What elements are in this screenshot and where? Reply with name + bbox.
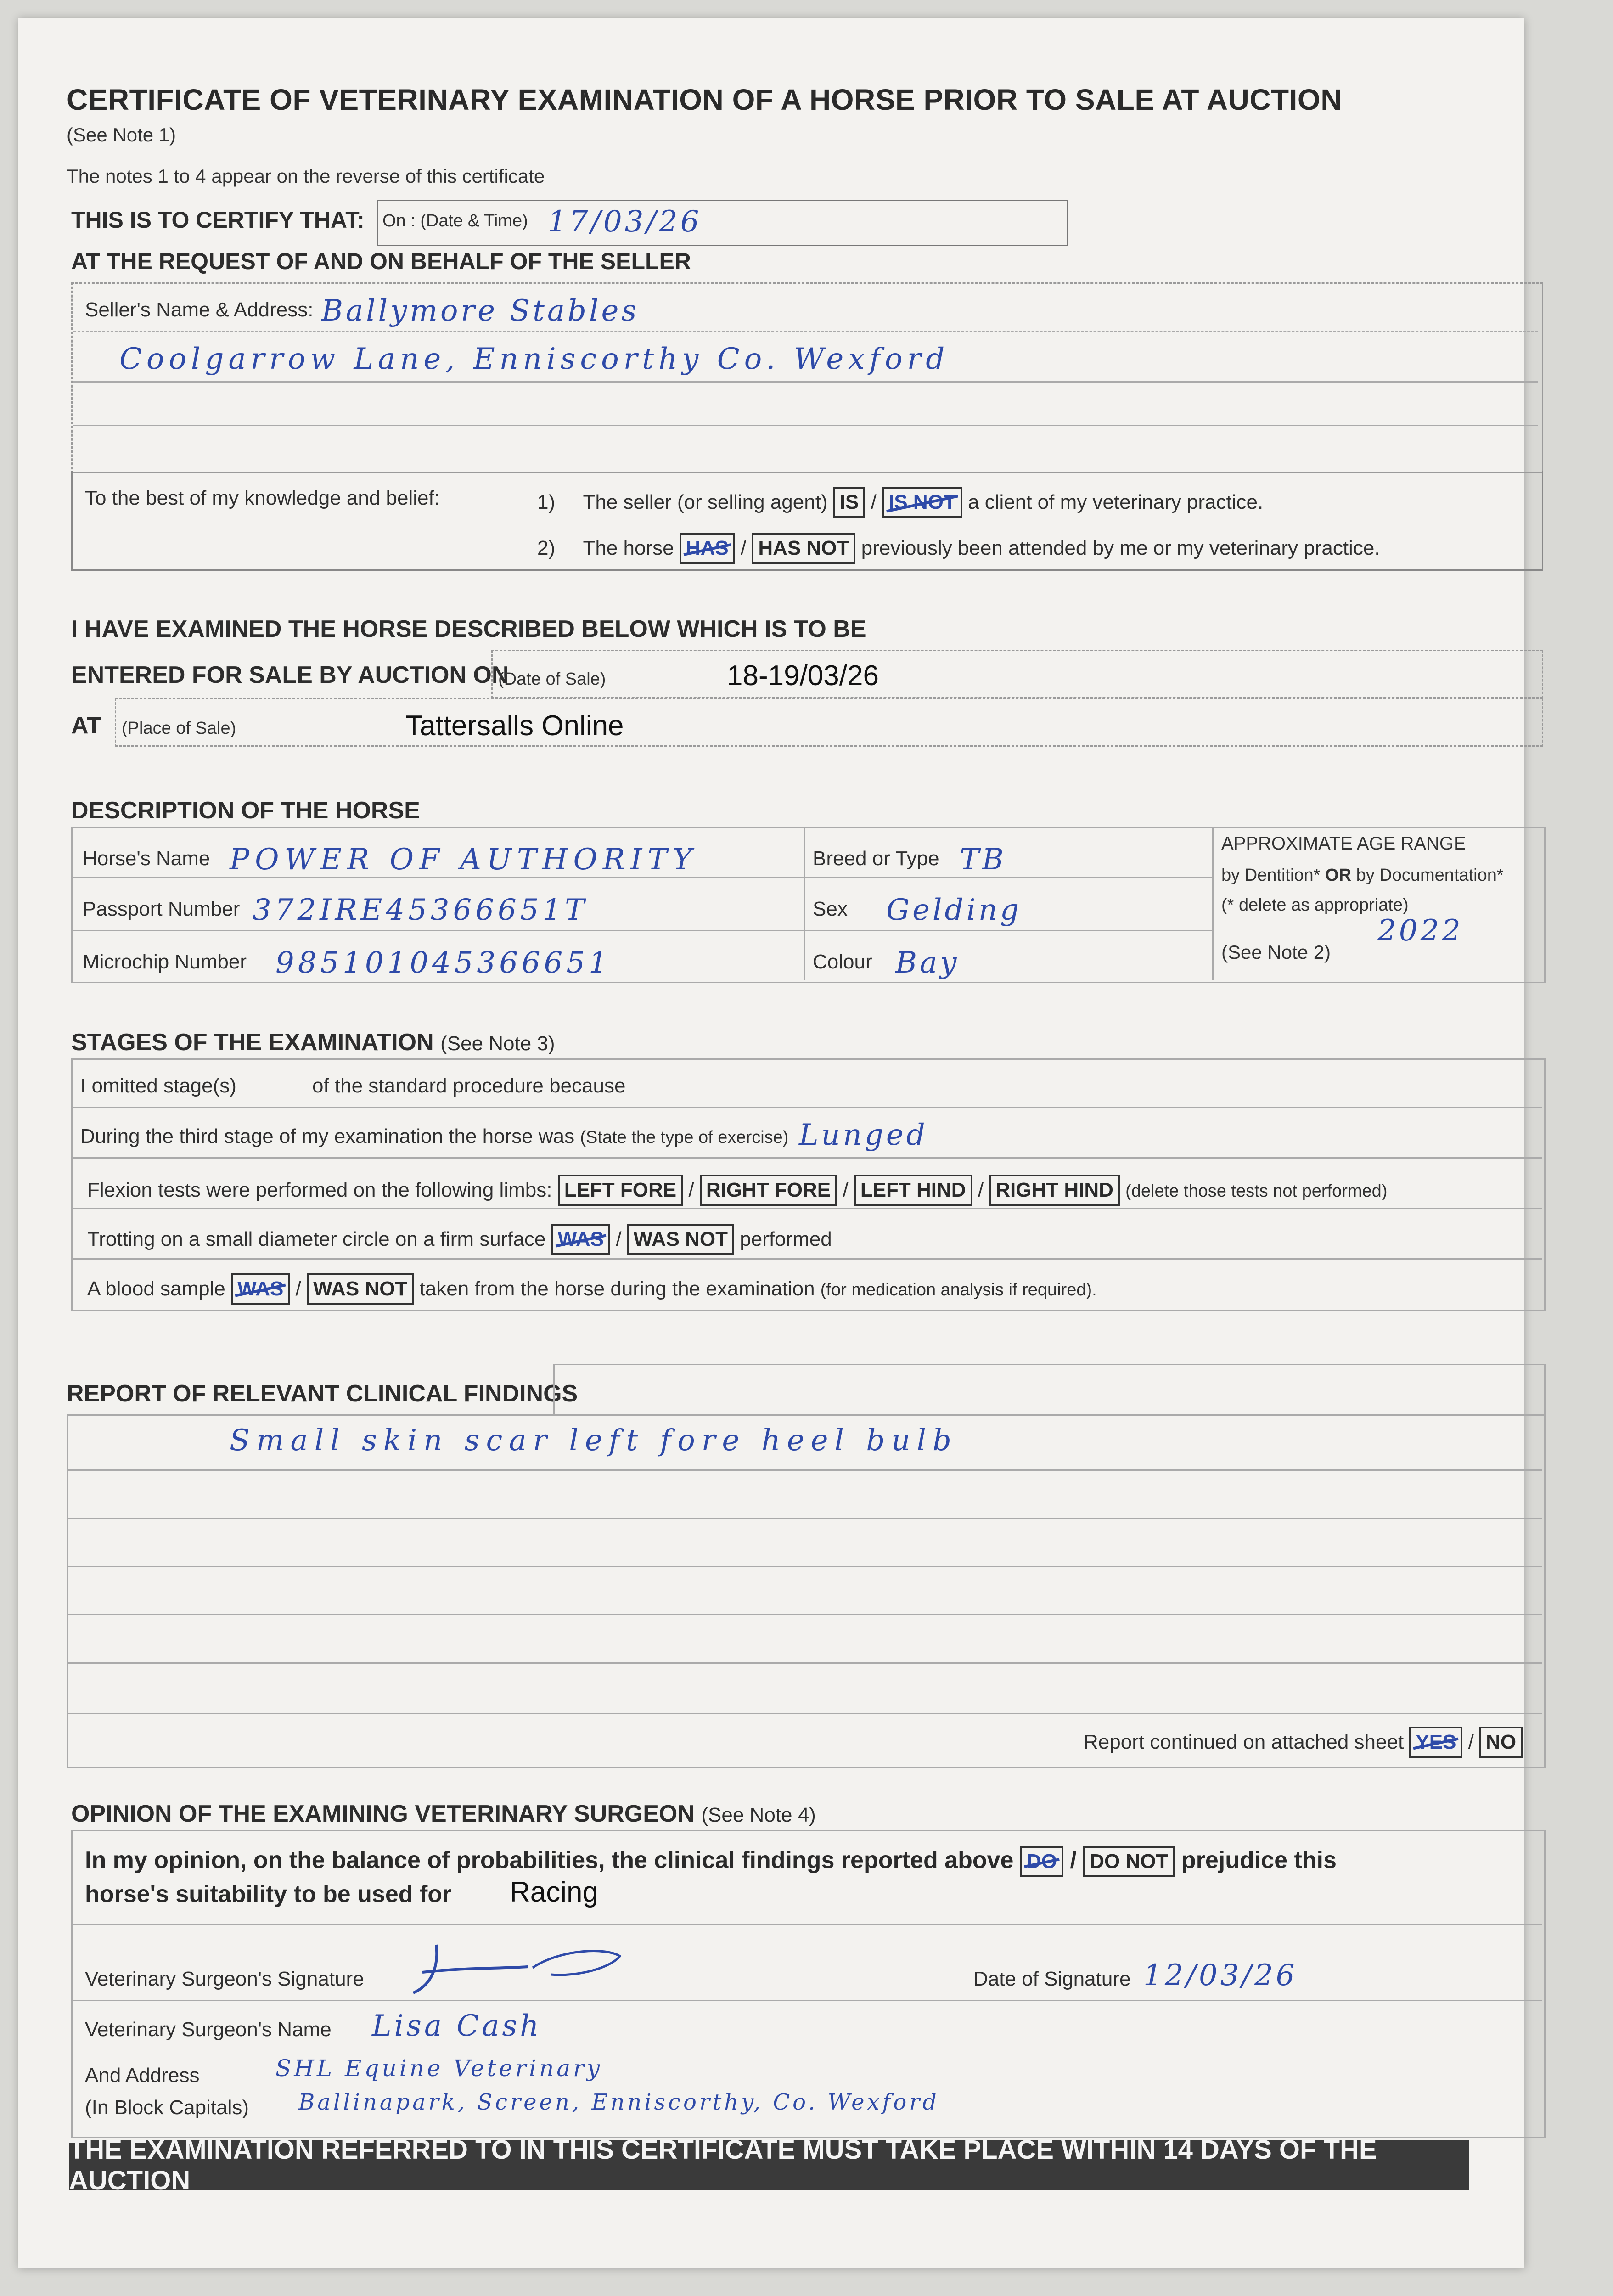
sale-place-field[interactable]	[115, 698, 1543, 747]
certify-date-value: 17/03/26	[548, 205, 702, 239]
signature-date-label: Date of Signature	[973, 1968, 1131, 1990]
sex-label: Sex	[813, 898, 848, 920]
report-heading: REPORT OF RELEVANT CLINICAL FINDINGS	[67, 1380, 578, 1407]
third-stage-label: During the third stage of my examination the horse was (State the type of exercise)	[80, 1125, 789, 1148]
report-continued-row: Report continued on attached sheet YES / NO	[1084, 1727, 1523, 1758]
passport-label: Passport Number	[83, 898, 240, 920]
breed-label: Breed or Type	[813, 847, 939, 870]
certify-label: THIS IS TO CERTIFY THAT:	[71, 207, 365, 233]
certificate-title: CERTIFICATE OF VETERINARY EXAMINATION OF A HORSE PRIOR TO SALE AT AUCTION	[67, 83, 1342, 116]
sale-place-value: Tattersalls Online	[405, 710, 624, 742]
belief-item2: 2) The horse HAS / HAS NOT previously been attended by me or my veterinary practice.	[537, 533, 1380, 564]
vet-name-value[interactable]: Lisa Cash	[372, 2009, 542, 2043]
trotting-row: Trotting on a small diameter circle on a firm surface WAS / WAS NOT performed	[87, 1224, 832, 1255]
vet-address-block-caps: (In Block Capitals)	[85, 2096, 249, 2119]
age-see-note: (See Note 2)	[1221, 941, 1331, 963]
notes-reverse-text: The notes 1 to 4 appear on the reverse of this certificate	[67, 165, 545, 187]
description-heading: DESCRIPTION OF THE HORSE	[71, 797, 420, 824]
signature-label: Veterinary Surgeon's Signature	[85, 1968, 364, 1990]
sale-date-value: 18-19/03/26	[727, 660, 879, 692]
trotting-was-option[interactable]: WAS	[551, 1224, 610, 1255]
microchip-label: Microchip Number	[83, 951, 247, 973]
passport-value[interactable]: 372IRE45366651T	[253, 893, 588, 927]
horse-name-label: Horse's Name	[83, 847, 210, 870]
horse-name-value[interactable]: POWER OF AUTHORITY	[230, 843, 698, 877]
see-note-1: (See Note 1)	[67, 124, 176, 146]
age-value[interactable]: 2022	[1377, 914, 1463, 948]
place-of-sale-label: (Place of Sale)	[122, 719, 236, 738]
certify-date-field[interactable]	[377, 200, 1068, 246]
footer-notice-text: THE EXAMINATION REFERRED TO IN THIS CERTIFICATE MUST TAKE PLACE WITHIN 14 DAYS OF THE AUCTION	[69, 2135, 1377, 2195]
sale-at-label: AT	[71, 712, 101, 739]
request-heading: AT THE REQUEST OF AND ON BEHALF OF THE SELLER	[71, 248, 691, 274]
vet-address-label: And Address	[85, 2064, 200, 2087]
blood-was-option[interactable]: WAS	[231, 1273, 290, 1305]
continued-yes-option[interactable]: YES	[1409, 1727, 1462, 1758]
breed-value[interactable]: TB	[960, 843, 1006, 877]
horse-has-option[interactable]: HAS	[680, 533, 735, 564]
seller-name-value[interactable]: Ballymore Stables	[321, 294, 640, 328]
colour-label: Colour	[813, 951, 872, 973]
opinion-line-1: In my opinion, on the balance of probabilities, the clinical findings reported above DO / DO NOT prejudice this	[85, 1846, 1337, 1877]
opinion-do-not-option[interactable]: DO NOT	[1083, 1846, 1175, 1877]
report-area[interactable]	[67, 1414, 1546, 1768]
flexion-right-hind[interactable]: RIGHT HIND	[989, 1175, 1120, 1206]
sex-value[interactable]: Gelding	[886, 893, 1022, 927]
trotting-was-not-option[interactable]: WAS NOT	[627, 1224, 734, 1255]
vet-signature[interactable]	[395, 1940, 634, 2002]
seller-is-not-option[interactable]: IS NOT	[882, 487, 962, 518]
opinion-line-2: horse's suitability to be used for	[85, 1881, 452, 1908]
colour-value[interactable]: Bay	[895, 946, 960, 980]
omitted-stages-label: I omitted stage(s)	[80, 1075, 236, 1097]
continued-no-option[interactable]: NO	[1479, 1727, 1523, 1758]
date-of-sale-label: (Date of Sale)	[498, 670, 606, 689]
intended-use-value[interactable]: Racing	[510, 1876, 598, 1908]
seller-name-label: Seller's Name & Address:	[85, 298, 314, 321]
omitted-procedure-label: of the standard procedure because	[312, 1075, 626, 1097]
vet-name-label: Veterinary Surgeon's Name	[85, 2018, 332, 2041]
vet-address-line-1[interactable]: SHL Equine Veterinary	[275, 2055, 603, 2082]
opinion-do-option[interactable]: DO	[1020, 1846, 1063, 1877]
age-title: APPROXIMATE AGE RANGE	[1221, 833, 1466, 854]
belief-item1: 1) The seller (or selling agent) IS / IS NOT a client of my veterinary practice.	[537, 487, 1263, 518]
certificate-page	[18, 18, 1524, 2268]
horse-has-not-option[interactable]: HAS NOT	[752, 533, 855, 564]
belief-label: To the best of my knowledge and belief:	[85, 487, 440, 509]
age-method-line: by Dentition* OR by Documentation*	[1221, 866, 1504, 885]
blood-sample-row: A blood sample WAS / WAS NOT taken from the horse during the examination (for medication analysis if required).	[87, 1273, 1097, 1305]
flexion-left-fore[interactable]: LEFT FORE	[558, 1175, 683, 1206]
sale-date-field[interactable]	[491, 650, 1543, 698]
seller-is-option[interactable]: IS	[833, 487, 866, 518]
opinion-heading: OPINION OF THE EXAMINING VETERINARY SURGEON (See Note 4)	[71, 1801, 816, 1827]
exercise-value[interactable]: Lunged	[799, 1118, 928, 1152]
flexion-right-fore[interactable]: RIGHT FORE	[700, 1175, 837, 1206]
sale-heading-2: ENTERED FOR SALE BY AUCTION ON	[71, 662, 509, 688]
seller-address-value[interactable]: Coolgarrow Lane, Enniscorthy Co. Wexford	[119, 342, 950, 376]
clinical-finding-text: Small skin scar left fore heel bulb	[230, 1424, 958, 1458]
blood-was-not-option[interactable]: WAS NOT	[307, 1273, 414, 1305]
microchip-value[interactable]: 985101045366651	[275, 946, 611, 980]
signature-date-value[interactable]: 12/03/26	[1143, 1958, 1298, 1992]
flexion-row: Flexion tests were performed on the following limbs: LEFT FORE / RIGHT FORE / LEFT HIND / RIGHT HIND (delete those tests not performed)	[87, 1175, 1387, 1206]
on-date-time-label: On : (Date & Time)	[382, 211, 528, 231]
flexion-left-hind[interactable]: LEFT HIND	[854, 1175, 972, 1206]
footer-notice-bar	[69, 2135, 1469, 2195]
sale-heading-1: I HAVE EXAMINED THE HORSE DESCRIBED BELOW WHICH IS TO BE	[71, 616, 866, 642]
vet-address-line-2[interactable]: Ballinapark, Screen, Enniscorthy, Co. Wexford	[298, 2089, 939, 2115]
stages-heading: STAGES OF THE EXAMINATION (See Note 3)	[71, 1029, 555, 1056]
age-delete-note: (* delete as appropriate)	[1221, 895, 1409, 915]
